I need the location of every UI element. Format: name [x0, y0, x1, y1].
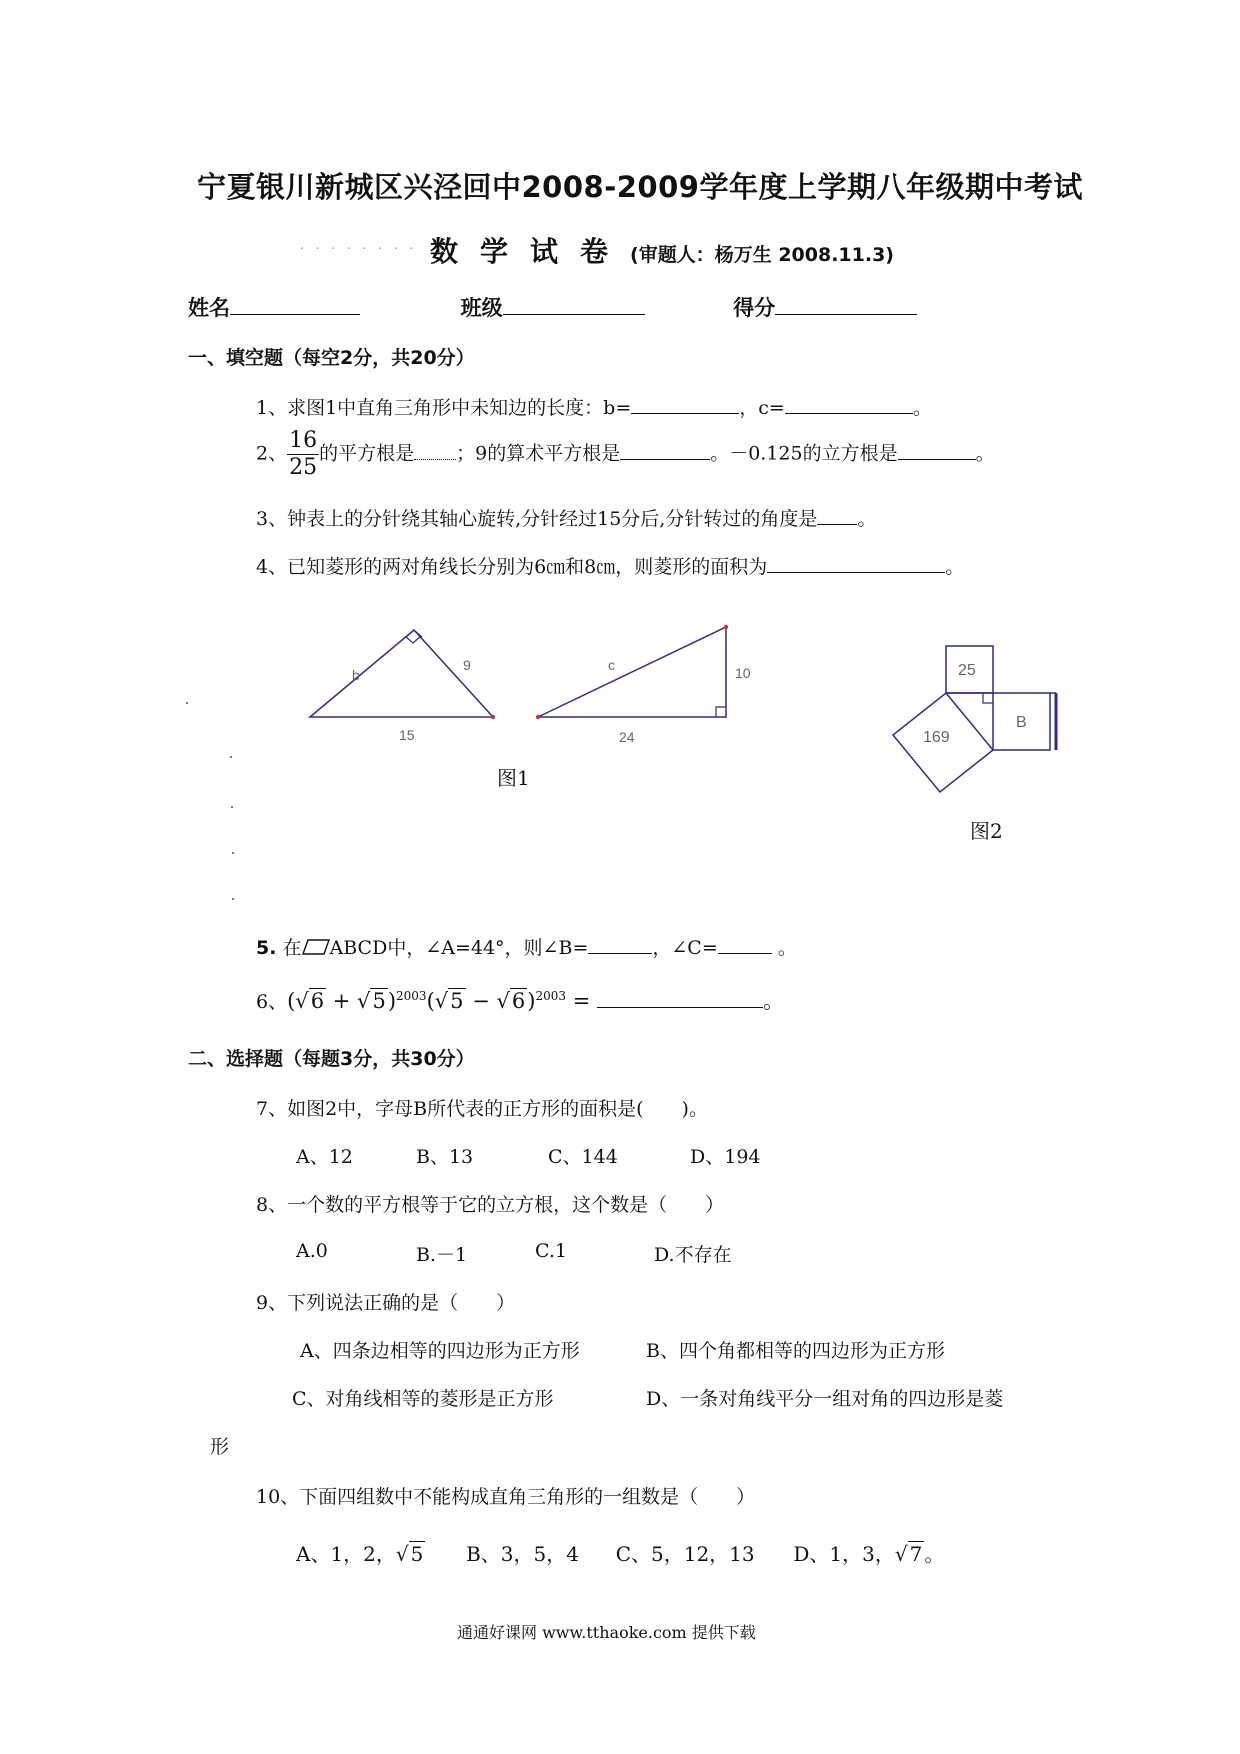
q9-option-d-continued: 形	[210, 1436, 230, 1458]
parallelogram-icon	[302, 939, 330, 955]
figure-1-caption: 图1	[497, 766, 530, 790]
subtitle-main: 数学试卷	[430, 235, 631, 268]
question-6	[256, 985, 784, 1015]
q6-paren: (	[426, 989, 435, 1013]
q3-text: 3、钟表上的分针绕其轴心旋转,分针经过15分后,分针转过的角度是	[256, 508, 818, 530]
q2-text-b: ；9的算术平方根是	[456, 442, 621, 465]
tri2-label-c: c	[608, 657, 615, 673]
q10-option-a[interactable]: A、1，2，√ 5	[296, 1542, 424, 1566]
q10-option-d[interactable]: D、1，3，√ 7 。	[793, 1542, 945, 1566]
question-9: 9、下列说法正确的是（ ）	[256, 1292, 516, 1314]
class-field[interactable]	[503, 296, 645, 315]
q2-end: 。	[975, 442, 995, 465]
q1-blank-b[interactable]	[631, 395, 739, 414]
name-field[interactable]	[230, 296, 360, 315]
question-8: 8、一个数的平方根等于它的立方根，这个数是（ ）	[256, 1194, 725, 1216]
q5-blank-c[interactable]	[718, 935, 772, 954]
q2-blank-1[interactable]	[414, 441, 456, 460]
fig2-label-b: B	[1016, 714, 1027, 731]
fig2-label-169: 169	[923, 729, 950, 746]
q1-text: 1、求图1中直角三角形中未知边的长度：b=	[256, 397, 632, 419]
class-label: 班级	[460, 296, 503, 320]
question-3	[256, 504, 876, 531]
score-label: 得分	[733, 296, 776, 320]
q4-text: 4、已知菱形的两对角线长分别为6㎝和8㎝，则菱形的面积为	[256, 556, 768, 578]
page-title: 宁夏银川新城区兴泾回中2008-2009学年度上学期八年级期中考试	[197, 170, 1083, 204]
subtitle-note: (审题人：杨万生 2008.11.3)	[630, 244, 894, 266]
q2-text-c: 。－0.125的立方根是	[710, 442, 898, 465]
q10-option-c[interactable]: C、5，12，13	[615, 1542, 755, 1566]
q5-pre: 在	[282, 937, 302, 959]
tri2-label-24: 24	[619, 729, 635, 745]
tri2-label-10: 10	[735, 665, 751, 681]
triangle-2	[536, 625, 751, 745]
section1-heading: 一、填空题（每空2分，共20分）	[188, 347, 475, 369]
q7-option-c[interactable]: C、144	[548, 1146, 618, 1168]
sqrt-5b: √5	[434, 989, 464, 1013]
q1-blank-c[interactable]	[785, 395, 913, 414]
triangle-1	[310, 630, 495, 743]
name-label: 姓名	[188, 296, 230, 320]
q3-blank[interactable]	[817, 506, 857, 525]
q8-option-c[interactable]: C.1	[535, 1240, 567, 1262]
q2-blank-3[interactable]	[898, 441, 976, 460]
q9-option-c[interactable]: C、对角线相等的菱形是正方形	[292, 1388, 554, 1410]
q1-mid: ，c=	[739, 397, 785, 419]
scan-speck	[232, 898, 234, 900]
question-1	[256, 393, 932, 420]
q6-paren: )	[387, 989, 397, 1013]
figure-2	[880, 636, 1080, 796]
q7-option-d[interactable]: D、194	[690, 1146, 761, 1168]
scan-speck	[186, 702, 188, 704]
q9-option-d[interactable]: D、一条对角线平分一组对角的四边形是菱	[646, 1388, 1004, 1410]
q10-option-b[interactable]: B、3，5，4	[466, 1542, 579, 1566]
tri1-label-15: 15	[399, 727, 415, 743]
q4-end: 。	[945, 556, 965, 578]
q6-paren: )	[527, 989, 536, 1013]
q6-paren: (	[287, 989, 296, 1013]
q6-blank[interactable]	[597, 989, 763, 1008]
q6-equals: =	[572, 989, 591, 1013]
scan-speck	[230, 756, 232, 758]
q8-option-b[interactable]: B.－1	[416, 1244, 468, 1266]
q4-blank[interactable]	[767, 554, 945, 573]
tri1-label-9: 9	[463, 657, 471, 673]
q2-frac-den: 25	[289, 455, 318, 480]
question-4	[256, 552, 964, 579]
q2-fraction	[287, 428, 319, 481]
q6-end: 。	[763, 989, 785, 1013]
q5-blank-b[interactable]	[588, 935, 652, 954]
sqrt-6b: √6	[496, 989, 526, 1013]
q7-option-a[interactable]: A、12	[296, 1146, 353, 1168]
q9-option-a[interactable]: A、四条边相等的四边形为正方形	[300, 1340, 580, 1362]
dot-leader: . . . . . . . .	[300, 238, 418, 252]
q6-exp1: 2003	[396, 989, 427, 1003]
q2-frac-num: 16	[289, 428, 318, 453]
question-10: 10、下面四组数中不能构成直角三角形的一组数是（ ）	[256, 1486, 756, 1508]
page-subtitle	[430, 230, 894, 270]
scan-speck	[232, 852, 234, 854]
q7-option-b[interactable]: B、13	[416, 1146, 474, 1168]
q9-option-b[interactable]: B、四个角都相等的四边形为正方形	[646, 1340, 945, 1362]
q2-prefix: 2、	[256, 442, 288, 465]
q10-options	[296, 1538, 944, 1567]
q5-num: 5.	[256, 937, 277, 959]
q2-blank-2[interactable]	[620, 441, 710, 460]
q8-option-a[interactable]: A.0	[296, 1240, 328, 1262]
sqrt-5: √ 5	[395, 1542, 424, 1566]
q6-exp2: 2003	[535, 989, 567, 1003]
q3-end: 。	[857, 508, 877, 530]
sqrt-7: √ 7	[894, 1542, 923, 1566]
sqrt-5a: √5	[357, 989, 386, 1013]
q2-text-a: 的平方根是	[319, 442, 415, 465]
score-field[interactable]	[775, 296, 917, 315]
q5-mid: ，∠C=	[652, 937, 718, 959]
scan-speck	[231, 806, 233, 808]
q5-post: ABCD中，∠A=44°，则∠B=	[329, 937, 589, 959]
section2-heading: 二、选择题（每题3分，共30分）	[188, 1048, 475, 1070]
fig2-label-25: 25	[958, 662, 976, 679]
figure-1	[300, 615, 760, 750]
q6-prefix: 6、	[256, 991, 288, 1013]
q5-end: 。	[777, 937, 797, 959]
question-7: 7、如图2中，字母B所代表的正方形的面积是( )。	[256, 1098, 708, 1120]
q1-end: 。	[912, 397, 932, 419]
figure-2-caption: 图2	[970, 819, 1003, 843]
q6-minus: −	[472, 989, 490, 1013]
tri1-label-b: b	[352, 667, 360, 683]
footer-credit: 通通好课网 www.tthaoke.com 提供下载	[457, 1623, 756, 1642]
q6-plus: +	[332, 989, 351, 1013]
question-5	[256, 933, 797, 960]
sqrt-6a: √6	[295, 989, 325, 1013]
question-2	[256, 428, 995, 481]
q8-option-d[interactable]: D.不存在	[654, 1244, 732, 1266]
info-fields	[188, 292, 917, 322]
